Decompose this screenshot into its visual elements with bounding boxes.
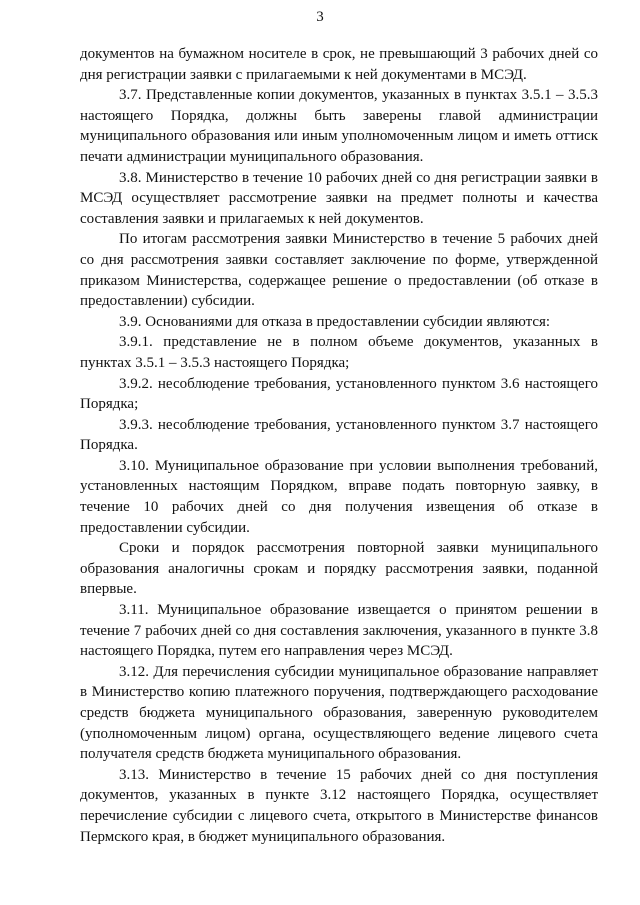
paragraph: 3.9.1. представление не в полном объеме документов, указанных в пунктах 3.5.1 – 3.5.3 настоящего Порядка; xyxy=(80,334,598,371)
paragraph: документов на бумажном носителе в срок, не превышающий 3 рабочих дней со дня регистрации заявки с прилагаемыми к ней документами в МСЭД. xyxy=(80,46,598,83)
document-body xyxy=(80,44,598,847)
paragraph: 3.9. Основаниями для отказа в предоставлении субсидии являются: xyxy=(119,313,551,330)
paragraph: 3.10. Муниципальное образование при условии выполнения требований, установленных настоящим Порядком, вправе подать повторную заявку, в течение 10 рабочих дней со дня получения извещения об отказе в предоставлении субсидии. xyxy=(80,457,598,536)
paragraph: 3.9.3. несоблюдение требования, установленного пунктом 3.7 настоящего Порядка. xyxy=(80,416,598,454)
page-number: 3 xyxy=(316,9,324,25)
paragraph: По итогам рассмотрения заявки Министерство в течение 5 рабочих дней со дня рассмотрения заявки составляет заключение по форме, утвержденной приказом Министерства, содержащее решение о предоставлении (об отказе в предоставлении) субсидии. xyxy=(80,231,598,310)
paragraph: 3.13. Министерство в течение 15 рабочих дней со дня поступления документов, указанных в пункте 3.12 настоящего Порядка, осуществляет перечисление субсидии с лицевого счета, открытого в Министерстве финансов Пермского края, в бюджет муниципального образования. xyxy=(80,766,598,845)
paragraph: 3.7. Представленные копии документов, указанных в пунктах 3.5.1 – 3.5.3 настоящего Порядка, должны быть заверены главой администрации муниципального образования или иным уполномоченным лицом и иметь оттиск печати администрации муниципального образования. xyxy=(80,87,598,165)
paragraph: 3.8. Министерство в течение 10 рабочих дней со дня регистрации заявки в МСЭД осуществляет рассмотрение заявки на предмет полноты и качества составления заявки и прилагаемых к ней документов. xyxy=(80,169,598,227)
paragraph: 3.11. Муниципальное образование извещается о принятом решении в течение 7 рабочих дней со дня составления заключения, указанного в пункте 3.8 настоящего Порядка, путем его направления через МСЭД. xyxy=(80,602,598,660)
paragraph: Сроки и порядок рассмотрения повторной заявки муниципального образования аналогичны срокам и порядку рассмотрения заявки, поданной впервые. xyxy=(80,540,598,598)
paragraph: 3.12. Для перечисления субсидии муниципальное образование направляет в Министерство копию платежного поручения, подтверждающего расходование средств бюджета муниципального образования, заверенную руководителем (уполномоченным лицом) органа, осуществляющего ведение лицевого счета получателя средств бюджета муниципального образования. xyxy=(80,663,598,763)
paragraph: 3.9.2. несоблюдение требования, установленного пунктом 3.6 настоящего Порядка; xyxy=(80,375,598,413)
